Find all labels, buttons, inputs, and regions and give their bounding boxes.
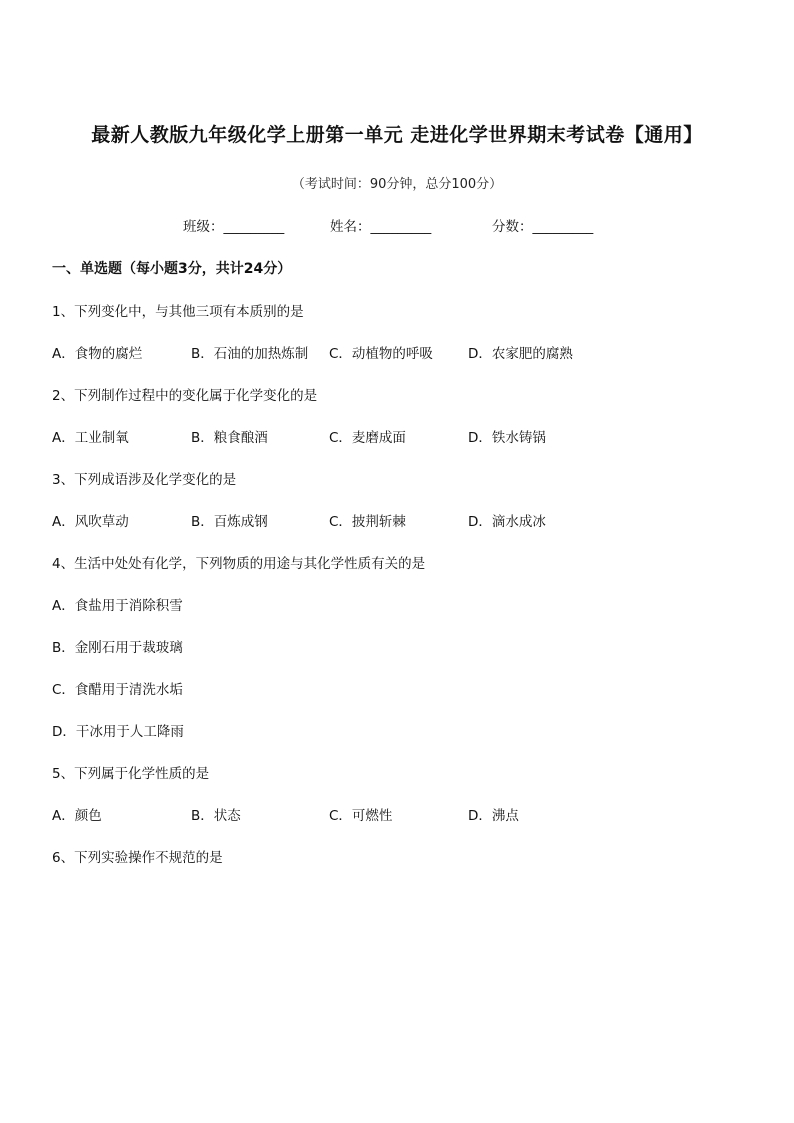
option-c: C．麦磨成面 <box>329 430 406 446</box>
option-a: A．食物的腐烂 <box>52 346 143 362</box>
name-field <box>330 215 431 235</box>
option-a: A．食盐用于消除积雪 <box>52 598 183 614</box>
option-c: C．披荆斩棘 <box>329 514 406 530</box>
class-blank: _________ <box>223 219 285 235</box>
name-blank: _________ <box>370 219 432 235</box>
option-c: C．动植物的呼吸 <box>329 346 433 362</box>
score-field <box>492 215 593 235</box>
options-row <box>52 342 752 362</box>
exam-subtitle: （考试时间：90分钟，总分100分） <box>291 177 503 192</box>
section-heading: 一、单选题（每小题3分，共计24分） <box>52 261 292 277</box>
option-d: D．滴水成冰 <box>468 514 546 530</box>
question-stem: 1、下列变化中，与其他三项有本质别的是 <box>52 304 304 320</box>
question-stem: 2、下列制作过程中的变化属于化学变化的是 <box>52 388 318 404</box>
option-a: A．工业制氧 <box>52 430 129 446</box>
option-a: A．颜色 <box>52 808 102 824</box>
question-stem: 6、下列实验操作不规范的是 <box>52 850 223 866</box>
option-d: D．铁水铸锅 <box>468 430 546 446</box>
options-row <box>52 510 752 530</box>
option-b: B．百炼成钢 <box>191 514 268 530</box>
exam-title: 最新人教版九年级化学上册第一单元 走进化学世界期末考试卷【通用】 <box>91 124 703 146</box>
question-stem: 4、生活中处处有化学，下列物质的用途与其化学性质有关的是 <box>52 556 426 572</box>
question-stem: 5、下列属于化学性质的是 <box>52 766 210 782</box>
option-b: B．石油的加热炼制 <box>191 346 309 362</box>
score-label: 分数： <box>492 219 533 235</box>
option-b: B．状态 <box>191 808 241 824</box>
options-row <box>52 804 752 824</box>
options-row <box>52 426 752 446</box>
option-d: D．干冰用于人工降雨 <box>52 724 184 740</box>
option-d: D．沸点 <box>468 808 519 824</box>
option-b: B．金刚石用于裁玻璃 <box>52 640 183 656</box>
option-c: C．可燃性 <box>329 808 393 824</box>
name-label: 姓名： <box>330 219 371 235</box>
class-label: 班级： <box>183 219 224 235</box>
option-b: B．粮食酿酒 <box>191 430 268 446</box>
option-d: D．农家肥的腐熟 <box>468 346 573 362</box>
class-field <box>183 215 284 235</box>
option-a: A．风吹草动 <box>52 514 129 530</box>
score-blank: _________ <box>532 219 594 235</box>
question-stem: 3、下列成语涉及化学变化的是 <box>52 472 237 488</box>
option-c: C．食醋用于清洗水垢 <box>52 682 183 698</box>
